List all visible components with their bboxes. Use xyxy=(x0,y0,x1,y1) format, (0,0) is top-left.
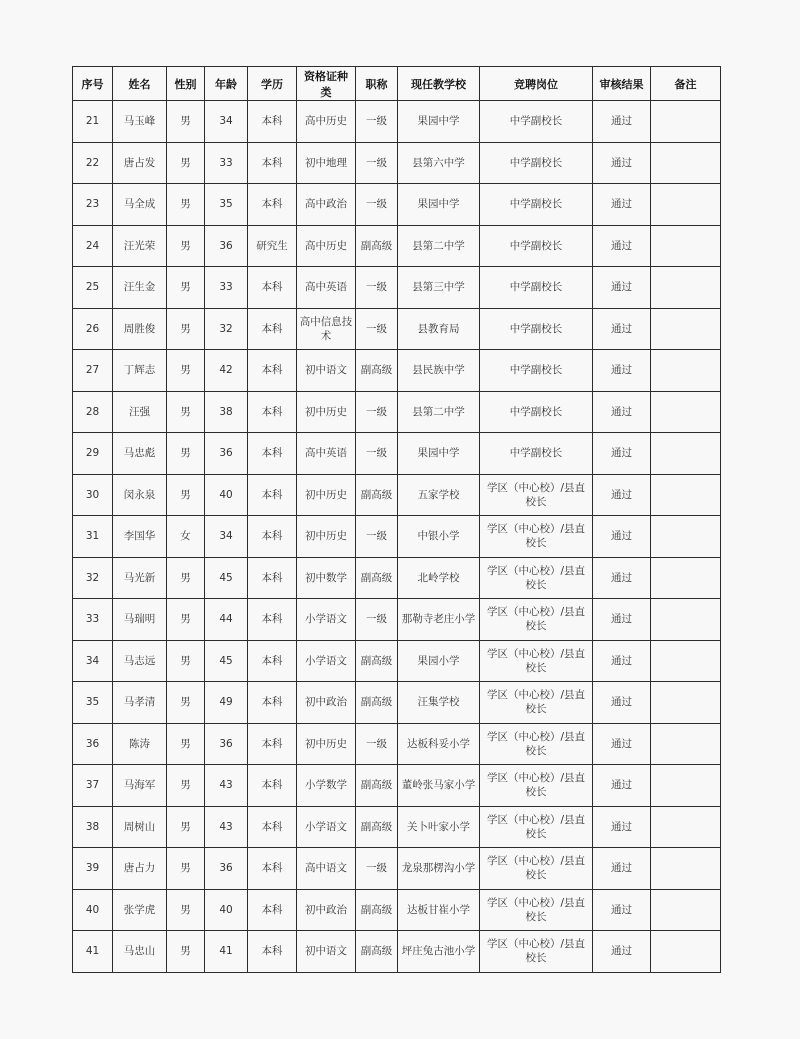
certificate-cell: 初中历史 xyxy=(297,516,356,558)
remark-cell xyxy=(651,640,721,682)
education-cell: 本科 xyxy=(248,101,297,143)
age-cell: 43 xyxy=(205,806,248,848)
name-cell: 张学虎 xyxy=(113,889,167,931)
age-cell: 41 xyxy=(205,931,248,973)
position-cell: 中学副校长 xyxy=(480,433,593,475)
school-cell: 达板科妥小学 xyxy=(398,723,480,765)
gender-cell: 男 xyxy=(167,889,205,931)
school-cell: 果园小学 xyxy=(398,640,480,682)
position-cell: 中学副校长 xyxy=(480,391,593,433)
seq-cell: 40 xyxy=(73,889,113,931)
gender-cell: 男 xyxy=(167,848,205,890)
position-cell: 学区（中心校）/县直校长 xyxy=(480,889,593,931)
seq-cell: 37 xyxy=(73,765,113,807)
name-cell: 马孝清 xyxy=(113,682,167,724)
remark-cell xyxy=(651,557,721,599)
age-cell: 40 xyxy=(205,474,248,516)
title-cell: 一级 xyxy=(356,848,398,890)
gender-cell: 男 xyxy=(167,682,205,724)
title-cell: 副高级 xyxy=(356,806,398,848)
seq-cell: 29 xyxy=(73,433,113,475)
remark-cell xyxy=(651,682,721,724)
school-cell: 县第二中学 xyxy=(398,391,480,433)
title-cell: 一级 xyxy=(356,723,398,765)
table-row xyxy=(73,640,721,682)
table-row xyxy=(73,682,721,724)
certificate-cell: 初中历史 xyxy=(297,391,356,433)
age-cell: 36 xyxy=(205,225,248,267)
seq-cell: 30 xyxy=(73,474,113,516)
gender-cell: 男 xyxy=(167,391,205,433)
position-cell: 中学副校长 xyxy=(480,308,593,350)
table-row xyxy=(73,765,721,807)
header-gender: 性别 xyxy=(167,67,205,101)
seq-cell: 28 xyxy=(73,391,113,433)
school-cell: 果园中学 xyxy=(398,433,480,475)
title-cell: 一级 xyxy=(356,516,398,558)
age-cell: 32 xyxy=(205,308,248,350)
name-cell: 唐占力 xyxy=(113,848,167,890)
position-cell: 学区（中心校）/县直校长 xyxy=(480,806,593,848)
title-cell: 副高级 xyxy=(356,474,398,516)
header-remark: 备注 xyxy=(651,67,721,101)
title-cell: 副高级 xyxy=(356,765,398,807)
seq-cell: 36 xyxy=(73,723,113,765)
education-cell: 本科 xyxy=(248,848,297,890)
position-cell: 学区（中心校）/县直校长 xyxy=(480,931,593,973)
table-row xyxy=(73,599,721,641)
title-cell: 一级 xyxy=(356,184,398,226)
school-cell: 县第三中学 xyxy=(398,267,480,309)
result-cell: 通过 xyxy=(593,557,651,599)
remark-cell xyxy=(651,723,721,765)
result-cell: 通过 xyxy=(593,267,651,309)
certificate-cell: 小学语文 xyxy=(297,599,356,641)
school-cell: 县第六中学 xyxy=(398,142,480,184)
certificate-cell: 小学语文 xyxy=(297,806,356,848)
name-cell: 马志远 xyxy=(113,640,167,682)
remark-cell xyxy=(651,433,721,475)
school-cell: 董岭张马家小学 xyxy=(398,765,480,807)
position-cell: 中学副校长 xyxy=(480,267,593,309)
result-cell: 通过 xyxy=(593,889,651,931)
school-cell: 县教育局 xyxy=(398,308,480,350)
seq-cell: 27 xyxy=(73,350,113,392)
certificate-cell: 高中信息技术 xyxy=(297,308,356,350)
education-cell: 本科 xyxy=(248,640,297,682)
seq-cell: 22 xyxy=(73,142,113,184)
remark-cell xyxy=(651,599,721,641)
remark-cell xyxy=(651,931,721,973)
school-cell: 果园中学 xyxy=(398,184,480,226)
certificate-cell: 高中英语 xyxy=(297,267,356,309)
name-cell: 李国华 xyxy=(113,516,167,558)
education-cell: 本科 xyxy=(248,765,297,807)
education-cell: 本科 xyxy=(248,723,297,765)
gender-cell: 男 xyxy=(167,931,205,973)
age-cell: 49 xyxy=(205,682,248,724)
name-cell: 汪强 xyxy=(113,391,167,433)
education-cell: 本科 xyxy=(248,184,297,226)
seq-cell: 41 xyxy=(73,931,113,973)
gender-cell: 女 xyxy=(167,516,205,558)
certificate-cell: 初中语文 xyxy=(297,931,356,973)
name-cell: 马海军 xyxy=(113,765,167,807)
position-cell: 学区（中心校）/县直校长 xyxy=(480,640,593,682)
table-row xyxy=(73,474,721,516)
title-cell: 一级 xyxy=(356,267,398,309)
result-cell: 通过 xyxy=(593,184,651,226)
position-cell: 学区（中心校）/县直校长 xyxy=(480,848,593,890)
header-seq: 序号 xyxy=(73,67,113,101)
education-cell: 本科 xyxy=(248,806,297,848)
position-cell: 学区（中心校）/县直校长 xyxy=(480,599,593,641)
name-cell: 马光新 xyxy=(113,557,167,599)
gender-cell: 男 xyxy=(167,433,205,475)
position-cell: 中学副校长 xyxy=(480,142,593,184)
remark-cell xyxy=(651,267,721,309)
age-cell: 44 xyxy=(205,599,248,641)
certificate-cell: 高中政治 xyxy=(297,184,356,226)
title-cell: 一级 xyxy=(356,599,398,641)
position-cell: 中学副校长 xyxy=(480,225,593,267)
school-cell: 果园中学 xyxy=(398,101,480,143)
header-age: 年龄 xyxy=(205,67,248,101)
result-cell: 通过 xyxy=(593,225,651,267)
gender-cell: 男 xyxy=(167,557,205,599)
seq-cell: 25 xyxy=(73,267,113,309)
remark-cell xyxy=(651,308,721,350)
gender-cell: 男 xyxy=(167,723,205,765)
result-cell: 通过 xyxy=(593,931,651,973)
table-row xyxy=(73,184,721,226)
school-cell: 龙泉那楞沟小学 xyxy=(398,848,480,890)
age-cell: 36 xyxy=(205,848,248,890)
gender-cell: 男 xyxy=(167,350,205,392)
table-row xyxy=(73,723,721,765)
gender-cell: 男 xyxy=(167,806,205,848)
table-row xyxy=(73,350,721,392)
table-row xyxy=(73,931,721,973)
seq-cell: 21 xyxy=(73,101,113,143)
title-cell: 副高级 xyxy=(356,350,398,392)
result-cell: 通过 xyxy=(593,723,651,765)
result-cell: 通过 xyxy=(593,474,651,516)
education-cell: 本科 xyxy=(248,391,297,433)
position-cell: 学区（中心校）/县直校长 xyxy=(480,682,593,724)
education-cell: 本科 xyxy=(248,433,297,475)
remark-cell xyxy=(651,889,721,931)
title-cell: 一级 xyxy=(356,433,398,475)
result-cell: 通过 xyxy=(593,848,651,890)
title-cell: 副高级 xyxy=(356,931,398,973)
result-cell: 通过 xyxy=(593,640,651,682)
education-cell: 本科 xyxy=(248,889,297,931)
certificate-cell: 初中地理 xyxy=(297,142,356,184)
result-cell: 通过 xyxy=(593,391,651,433)
candidate-review-table xyxy=(72,66,721,973)
certificate-cell: 高中语文 xyxy=(297,848,356,890)
school-cell: 县第二中学 xyxy=(398,225,480,267)
table-row xyxy=(73,308,721,350)
table-row xyxy=(73,225,721,267)
school-cell: 北岭学校 xyxy=(398,557,480,599)
name-cell: 马忠彪 xyxy=(113,433,167,475)
title-cell: 副高级 xyxy=(356,682,398,724)
education-cell: 本科 xyxy=(248,474,297,516)
gender-cell: 男 xyxy=(167,474,205,516)
school-cell: 中银小学 xyxy=(398,516,480,558)
age-cell: 42 xyxy=(205,350,248,392)
result-cell: 通过 xyxy=(593,516,651,558)
name-cell: 丁辉志 xyxy=(113,350,167,392)
table-row xyxy=(73,889,721,931)
remark-cell xyxy=(651,184,721,226)
name-cell: 马忠山 xyxy=(113,931,167,973)
header-certificate: 资格证种类 xyxy=(297,67,356,101)
table-row xyxy=(73,267,721,309)
title-cell: 一级 xyxy=(356,391,398,433)
table-row xyxy=(73,101,721,143)
position-cell: 学区（中心校）/县直校长 xyxy=(480,765,593,807)
result-cell: 通过 xyxy=(593,142,651,184)
school-cell: 坪庄兔古池小学 xyxy=(398,931,480,973)
position-cell: 学区（中心校）/县直校长 xyxy=(480,723,593,765)
gender-cell: 男 xyxy=(167,765,205,807)
certificate-cell: 小学数学 xyxy=(297,765,356,807)
header-result: 审核结果 xyxy=(593,67,651,101)
table-header-row xyxy=(73,67,721,101)
certificate-cell: 高中历史 xyxy=(297,225,356,267)
remark-cell xyxy=(651,765,721,807)
gender-cell: 男 xyxy=(167,599,205,641)
age-cell: 38 xyxy=(205,391,248,433)
name-cell: 马玉峰 xyxy=(113,101,167,143)
certificate-cell: 高中英语 xyxy=(297,433,356,475)
position-cell: 中学副校长 xyxy=(480,101,593,143)
remark-cell xyxy=(651,350,721,392)
title-cell: 一级 xyxy=(356,101,398,143)
remark-cell xyxy=(651,101,721,143)
position-cell: 学区（中心校）/县直校长 xyxy=(480,557,593,599)
position-cell: 学区（中心校）/县直校长 xyxy=(480,474,593,516)
result-cell: 通过 xyxy=(593,350,651,392)
title-cell: 副高级 xyxy=(356,640,398,682)
result-cell: 通过 xyxy=(593,101,651,143)
name-cell: 汪生金 xyxy=(113,267,167,309)
remark-cell xyxy=(651,806,721,848)
result-cell: 通过 xyxy=(593,308,651,350)
age-cell: 40 xyxy=(205,889,248,931)
table-body xyxy=(73,101,721,973)
seq-cell: 31 xyxy=(73,516,113,558)
table-row xyxy=(73,806,721,848)
remark-cell xyxy=(651,516,721,558)
age-cell: 33 xyxy=(205,267,248,309)
title-cell: 副高级 xyxy=(356,889,398,931)
certificate-cell: 高中历史 xyxy=(297,101,356,143)
gender-cell: 男 xyxy=(167,184,205,226)
age-cell: 36 xyxy=(205,433,248,475)
result-cell: 通过 xyxy=(593,682,651,724)
age-cell: 33 xyxy=(205,142,248,184)
seq-cell: 32 xyxy=(73,557,113,599)
table-row xyxy=(73,391,721,433)
school-cell: 县民族中学 xyxy=(398,350,480,392)
certificate-cell: 初中历史 xyxy=(297,723,356,765)
remark-cell xyxy=(651,474,721,516)
education-cell: 本科 xyxy=(248,557,297,599)
title-cell: 一级 xyxy=(356,142,398,184)
table-row xyxy=(73,516,721,558)
name-cell: 马瑞明 xyxy=(113,599,167,641)
school-cell: 关卜叶家小学 xyxy=(398,806,480,848)
age-cell: 45 xyxy=(205,557,248,599)
certificate-cell: 初中语文 xyxy=(297,350,356,392)
table-row xyxy=(73,142,721,184)
age-cell: 43 xyxy=(205,765,248,807)
title-cell: 一级 xyxy=(356,308,398,350)
education-cell: 本科 xyxy=(248,267,297,309)
education-cell: 研究生 xyxy=(248,225,297,267)
remark-cell xyxy=(651,391,721,433)
certificate-cell: 小学语文 xyxy=(297,640,356,682)
education-cell: 本科 xyxy=(248,516,297,558)
education-cell: 本科 xyxy=(248,142,297,184)
education-cell: 本科 xyxy=(248,599,297,641)
age-cell: 34 xyxy=(205,101,248,143)
age-cell: 36 xyxy=(205,723,248,765)
certificate-cell: 初中数学 xyxy=(297,557,356,599)
result-cell: 通过 xyxy=(593,433,651,475)
age-cell: 34 xyxy=(205,516,248,558)
result-cell: 通过 xyxy=(593,765,651,807)
remark-cell xyxy=(651,225,721,267)
certificate-cell: 初中历史 xyxy=(297,474,356,516)
name-cell: 周树山 xyxy=(113,806,167,848)
school-cell: 五家学校 xyxy=(398,474,480,516)
gender-cell: 男 xyxy=(167,267,205,309)
education-cell: 本科 xyxy=(248,931,297,973)
seq-cell: 35 xyxy=(73,682,113,724)
position-cell: 学区（中心校）/县直校长 xyxy=(480,516,593,558)
remark-cell xyxy=(651,848,721,890)
table-row xyxy=(73,433,721,475)
seq-cell: 26 xyxy=(73,308,113,350)
age-cell: 35 xyxy=(205,184,248,226)
name-cell: 汪光荣 xyxy=(113,225,167,267)
name-cell: 唐占发 xyxy=(113,142,167,184)
position-cell: 中学副校长 xyxy=(480,184,593,226)
remark-cell xyxy=(651,142,721,184)
seq-cell: 24 xyxy=(73,225,113,267)
title-cell: 副高级 xyxy=(356,557,398,599)
table-row xyxy=(73,848,721,890)
position-cell: 中学副校长 xyxy=(480,350,593,392)
gender-cell: 男 xyxy=(167,142,205,184)
table-row xyxy=(73,557,721,599)
gender-cell: 男 xyxy=(167,225,205,267)
certificate-cell: 初中政治 xyxy=(297,889,356,931)
title-cell: 副高级 xyxy=(356,225,398,267)
header-title: 职称 xyxy=(356,67,398,101)
name-cell: 马全成 xyxy=(113,184,167,226)
education-cell: 本科 xyxy=(248,682,297,724)
seq-cell: 38 xyxy=(73,806,113,848)
education-cell: 本科 xyxy=(248,308,297,350)
education-cell: 本科 xyxy=(248,350,297,392)
name-cell: 陈涛 xyxy=(113,723,167,765)
header-school: 现任教学校 xyxy=(398,67,480,101)
school-cell: 那勒寺老庄小学 xyxy=(398,599,480,641)
result-cell: 通过 xyxy=(593,599,651,641)
header-name: 姓名 xyxy=(113,67,167,101)
certificate-cell: 初中政治 xyxy=(297,682,356,724)
header-position: 竞聘岗位 xyxy=(480,67,593,101)
seq-cell: 33 xyxy=(73,599,113,641)
gender-cell: 男 xyxy=(167,640,205,682)
gender-cell: 男 xyxy=(167,308,205,350)
name-cell: 闵永泉 xyxy=(113,474,167,516)
name-cell: 周胜俊 xyxy=(113,308,167,350)
seq-cell: 34 xyxy=(73,640,113,682)
age-cell: 45 xyxy=(205,640,248,682)
header-education: 学历 xyxy=(248,67,297,101)
seq-cell: 23 xyxy=(73,184,113,226)
school-cell: 汪集学校 xyxy=(398,682,480,724)
seq-cell: 39 xyxy=(73,848,113,890)
gender-cell: 男 xyxy=(167,101,205,143)
result-cell: 通过 xyxy=(593,806,651,848)
school-cell: 达板甘崔小学 xyxy=(398,889,480,931)
